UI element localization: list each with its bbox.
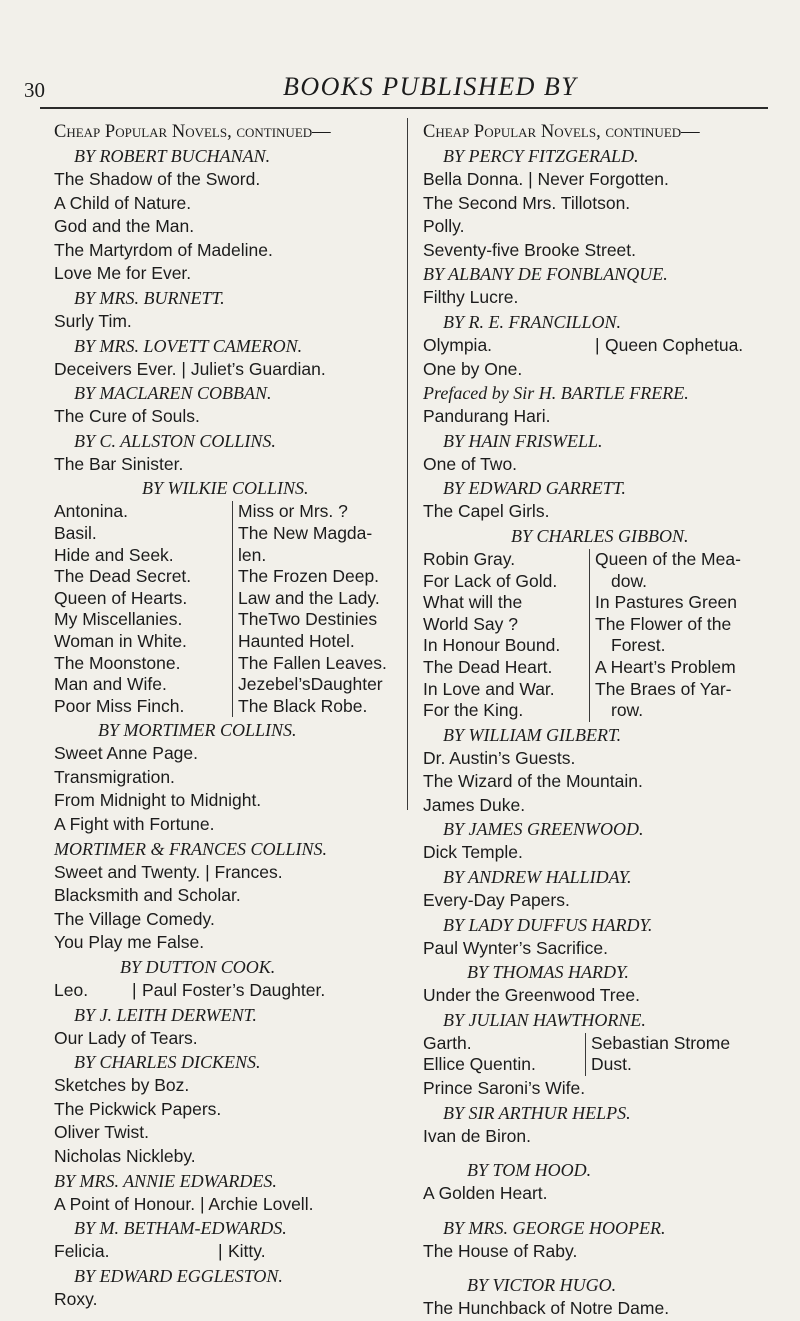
book-title: Queen of Hearts. bbox=[54, 587, 188, 608]
page-number: 30 bbox=[24, 78, 45, 102]
author-heading: BY VICTOR HUGO. bbox=[467, 1275, 617, 1296]
author-heading: BY M. BETHAM-EDWARDS. bbox=[74, 1218, 287, 1239]
book-title: Under the Greenwood Tree. bbox=[423, 985, 640, 1006]
author-heading: BY THOMAS HARDY. bbox=[467, 962, 629, 983]
book-title: You Play me False. bbox=[54, 932, 205, 953]
book-title: Leo. bbox=[54, 980, 89, 1001]
book-title: The Dead Secret. bbox=[54, 566, 192, 587]
book-title: Paul Wynter’s Sacrifice. bbox=[423, 937, 608, 958]
book-list-column bbox=[232, 501, 387, 717]
book-title: TheTwo Destinies bbox=[238, 609, 378, 630]
book-title: Pandurang Hari. bbox=[423, 406, 551, 427]
book-title: Never Forgotten. bbox=[537, 169, 669, 189]
author-heading: BY WILKIE COLLINS. bbox=[142, 478, 309, 499]
book-title: Transmigration. bbox=[54, 766, 175, 787]
book-title: Kitty. bbox=[228, 1241, 266, 1262]
book-title: Poor Miss Finch. bbox=[54, 695, 185, 716]
book-list-column bbox=[54, 501, 232, 717]
book-title: In Pastures Green bbox=[595, 592, 738, 613]
book-title: Surly Tim. bbox=[54, 310, 132, 331]
author-heading: BY MRS. LOVETT CAMERON. bbox=[74, 335, 303, 356]
author-heading: BY TOM HOOD. bbox=[467, 1160, 592, 1181]
book-title: Felicia. bbox=[54, 1241, 110, 1262]
book-title: Man and Wife. bbox=[54, 674, 167, 695]
section-heading: Cheap Popular Novels, continued— bbox=[423, 122, 700, 142]
book-title: God and the Man. bbox=[54, 216, 195, 237]
book-title: Bella Donna. bbox=[423, 169, 524, 189]
book-title: Prince Saroni’s Wife. bbox=[423, 1078, 586, 1099]
book-title: len. bbox=[238, 544, 267, 565]
book-pair: Leo. | Paul Foster’s Daughter. bbox=[54, 979, 399, 1003]
book-title: Woman in White. bbox=[54, 630, 187, 651]
book-title: The Capel Girls. bbox=[423, 501, 550, 522]
author-heading: BY LADY DUFFUS HARDY. bbox=[443, 914, 653, 935]
book-title: The Fallen Leaves. bbox=[238, 652, 387, 673]
book-title: Filthy Lucre. bbox=[423, 287, 519, 308]
author-heading: MORTIMER & FRANCES COLLINS. bbox=[54, 838, 327, 859]
book-pair: Deceivers Ever. | Juliet’s Guardian. bbox=[54, 358, 326, 379]
book-title: Love Me for Ever. bbox=[54, 263, 192, 284]
book-title: The Village Comedy. bbox=[54, 908, 215, 929]
author-heading: BY EDWARD GARRETT. bbox=[443, 478, 626, 499]
book-title: Ellice Quentin. bbox=[423, 1054, 536, 1075]
book-title: Blacksmith and Scholar. bbox=[54, 885, 241, 906]
book-title: Olympia. bbox=[423, 334, 493, 355]
book-title: Archie Lovell. bbox=[208, 1193, 314, 1214]
author-heading: Prefaced by Sir H. BARTLE FRERE. bbox=[423, 383, 689, 404]
book-title: Ivan de Biron. bbox=[423, 1125, 531, 1146]
author-heading: BY MORTIMER COLLINS. bbox=[98, 720, 297, 741]
author-heading: BY MRS. BURNETT. bbox=[74, 287, 225, 308]
book-title: The Frozen Deep. bbox=[238, 566, 380, 587]
book-title: Dick Temple. bbox=[423, 842, 523, 863]
book-title: dow. bbox=[611, 570, 647, 591]
author-heading: BY CHARLES GIBBON. bbox=[511, 525, 689, 546]
running-header: BOOKS PUBLISHED BY bbox=[283, 72, 578, 101]
book-title: The New Magda- bbox=[238, 522, 373, 543]
book-title: The Black Robe. bbox=[238, 695, 368, 716]
book-title: Our Lady of Tears. bbox=[54, 1027, 198, 1048]
book-title: Queen of the Mea- bbox=[595, 548, 741, 569]
book-title: Sweet Anne Page. bbox=[54, 743, 198, 764]
book-title: Paul Foster’s Daughter. bbox=[142, 980, 326, 1001]
two-column-list bbox=[54, 501, 399, 717]
author-heading: BY CHARLES DICKENS. bbox=[74, 1052, 261, 1073]
author-heading: BY MRS. ANNIE EDWARDES. bbox=[54, 1170, 277, 1191]
author-heading: BY C. ALLSTON COLLINS. bbox=[74, 430, 276, 451]
section-heading: Cheap Popular Novels, continued— bbox=[54, 122, 331, 142]
book-title: A Point of Honour. bbox=[54, 1193, 196, 1214]
book-title: Every-Day Papers. bbox=[423, 890, 570, 911]
book-title: Sketches by Boz. bbox=[54, 1075, 190, 1096]
book-title: A Fight with Fortune. bbox=[54, 814, 215, 835]
book-title: Nicholas Nickleby. bbox=[54, 1146, 196, 1166]
book-pair: Olympia. | Queen Cophetua. bbox=[423, 334, 783, 358]
author-heading: BY R. E. FRANCILLON. bbox=[443, 311, 622, 332]
book-title: Hide and Seek. bbox=[54, 544, 174, 565]
author-heading: BY MACLAREN COBBAN. bbox=[74, 383, 272, 404]
book-title: The Martyrdom of Madeline. bbox=[54, 239, 273, 260]
book-title: Queen Cophetua. bbox=[605, 334, 744, 355]
book-title: Miss or Mrs. ? bbox=[238, 501, 348, 522]
left-column bbox=[54, 120, 399, 1311]
book-title: Law and the Lady. bbox=[238, 587, 380, 608]
book-list-column bbox=[423, 1033, 585, 1076]
header-rule bbox=[40, 107, 768, 109]
book-title: A Heart’s Problem bbox=[595, 656, 736, 677]
book-title: Juliet’s Guardian. bbox=[190, 358, 326, 379]
book-title: In Honour Bound. bbox=[423, 635, 561, 656]
book-title: The Pickwick Papers. bbox=[54, 1098, 222, 1119]
book-title: The Second Mrs. Tillotson. bbox=[423, 192, 631, 213]
book-title: In Love and War. bbox=[423, 678, 555, 699]
book-title: The Braes of Yar- bbox=[595, 678, 732, 699]
book-title: Antonina. bbox=[54, 501, 128, 522]
book-list-column bbox=[585, 1033, 730, 1076]
book-title: The Cure of Souls. bbox=[54, 406, 200, 427]
author-heading: BY SIR ARTHUR HELPS. bbox=[443, 1102, 631, 1123]
book-title: Garth. bbox=[423, 1032, 472, 1053]
book-pair: A Point of Honour. | Archie Lovell. bbox=[54, 1193, 314, 1214]
book-title: My Miscellanies. bbox=[54, 609, 183, 630]
book-title: The Dead Heart. bbox=[423, 656, 553, 677]
book-title: Frances. bbox=[214, 861, 283, 882]
author-heading: BY EDWARD EGGLESTON. bbox=[74, 1265, 283, 1286]
book-title: row. bbox=[611, 700, 644, 721]
book-title: Dr. Austin’s Guests. bbox=[423, 747, 576, 768]
book-title: Jezebel’sDaughter bbox=[238, 674, 383, 695]
book-title: From Midnight to Midnight. bbox=[54, 790, 262, 811]
book-title: Sebastian Strome bbox=[591, 1032, 731, 1053]
author-heading: BY J. LEITH DERWENT. bbox=[74, 1004, 257, 1025]
book-list-column bbox=[423, 549, 589, 722]
book-title: Haunted Hotel. bbox=[238, 630, 355, 651]
author-heading: BY ALBANY DE FONBLANQUE. bbox=[423, 264, 668, 285]
author-heading: BY WILLIAM GILBERT. bbox=[443, 724, 622, 745]
author-heading: BY JAMES GREENWOOD. bbox=[443, 819, 644, 840]
book-title: Basil. bbox=[54, 522, 97, 543]
book-list-column bbox=[589, 549, 741, 722]
author-heading: BY MRS. GEORGE HOOPER. bbox=[443, 1217, 666, 1238]
two-column-list bbox=[423, 1033, 783, 1076]
author-heading: BY PERCY FITZGERALD. bbox=[443, 146, 639, 166]
book-title: The House of Raby. bbox=[423, 1240, 578, 1261]
book-title: Roxy. bbox=[54, 1288, 98, 1309]
book-pair: Felicia. | Kitty. bbox=[54, 1240, 399, 1264]
author-heading: BY ANDREW HALLIDAY. bbox=[443, 867, 632, 888]
book-title: A Child of Nature. bbox=[54, 192, 192, 213]
two-column-list bbox=[423, 549, 783, 722]
book-title: What will the bbox=[423, 592, 523, 613]
book-pair: Bella Donna. | Never Forgotten. bbox=[423, 169, 669, 189]
book-title: For Lack of Gold. bbox=[423, 570, 558, 591]
book-title: For the King. bbox=[423, 700, 524, 721]
author-heading: BY ROBERT BUCHANAN. bbox=[74, 146, 271, 166]
book-title: The Wizard of the Mountain. bbox=[423, 771, 643, 792]
author-heading: BY JULIAN HAWTHORNE. bbox=[443, 1009, 646, 1030]
book-title: Seventy-five Brooke Street. bbox=[423, 239, 637, 260]
book-title: Deceivers Ever. bbox=[54, 358, 177, 379]
book-title: The Hunchback of Notre Dame. bbox=[423, 1298, 670, 1319]
author-heading: BY HAIN FRISWELL. bbox=[443, 430, 603, 451]
book-title: James Duke. bbox=[423, 794, 526, 815]
book-title: World Say ? bbox=[423, 613, 518, 634]
book-title: One by One. bbox=[423, 358, 523, 379]
book-title: Dust. bbox=[591, 1054, 632, 1075]
book-title: The Bar Sinister. bbox=[54, 453, 184, 474]
column-divider bbox=[407, 118, 408, 810]
book-title: The Flower of the bbox=[595, 613, 732, 634]
book-title: The Moonstone. bbox=[54, 652, 181, 673]
book-title: Robin Gray. bbox=[423, 548, 516, 569]
book-title: A Golden Heart. bbox=[423, 1183, 548, 1204]
book-title: Oliver Twist. bbox=[54, 1122, 149, 1143]
book-title: One of Two. bbox=[423, 453, 518, 474]
book-title: The Shadow of the Sword. bbox=[54, 169, 261, 189]
author-heading: BY DUTTON COOK. bbox=[120, 957, 276, 978]
book-title: Polly. bbox=[423, 216, 465, 237]
right-column bbox=[423, 120, 783, 1321]
book-title: Forest. bbox=[611, 635, 666, 656]
book-title: Sweet and Twenty. bbox=[54, 861, 201, 882]
book-pair: Sweet and Twenty. | Frances. bbox=[54, 861, 283, 882]
